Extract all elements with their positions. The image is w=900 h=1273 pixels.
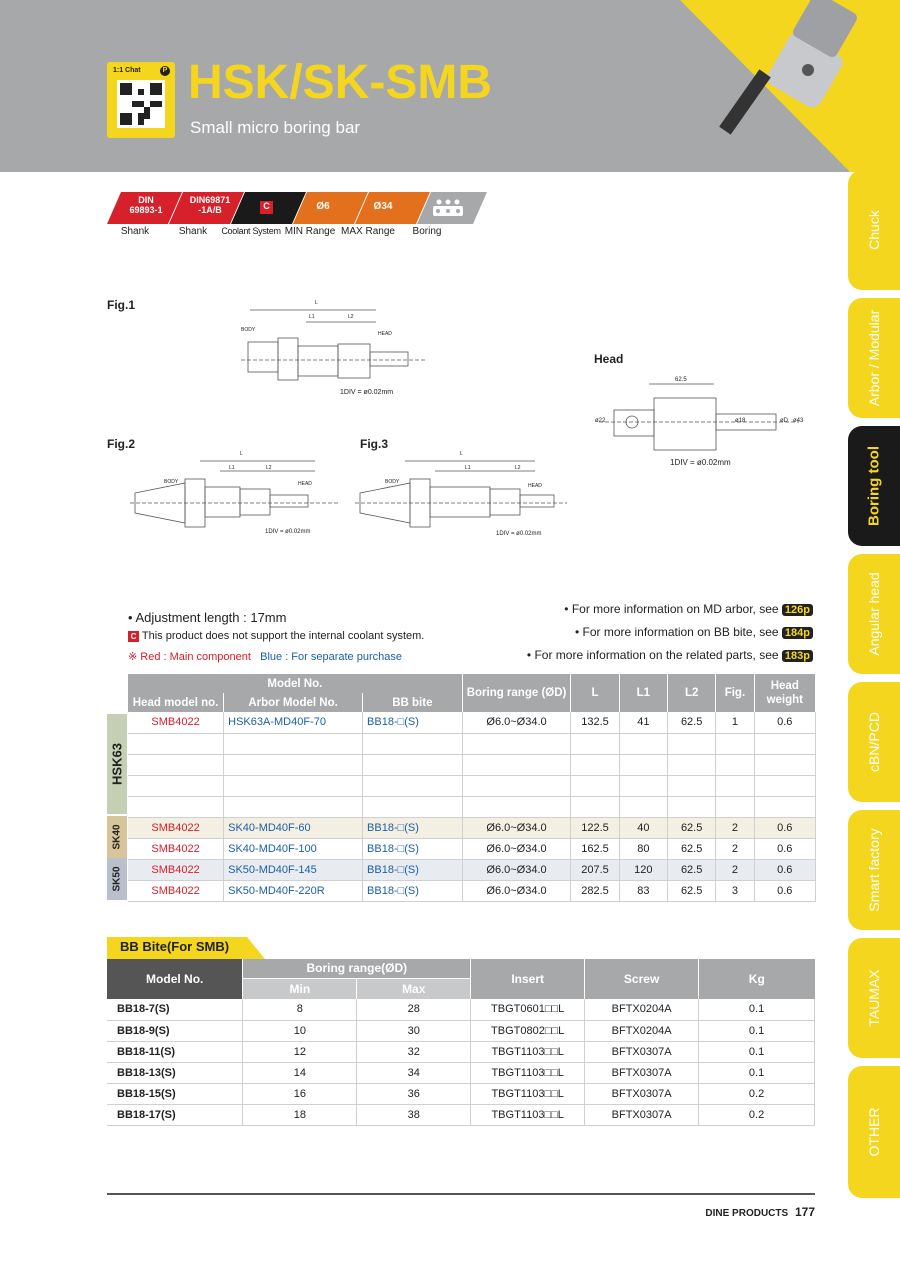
l-cell: 122.5 bbox=[571, 817, 619, 838]
bb-insert-cell: TBGT0601□□L bbox=[471, 999, 585, 1020]
weight-cell: 0.6 bbox=[754, 880, 815, 901]
bb-min-cell: 14 bbox=[243, 1062, 357, 1083]
ref-md-arbor-text: • For more information on MD arbor, see bbox=[564, 602, 779, 616]
tab-label: Arbor / Modular bbox=[866, 309, 882, 407]
bb-min-cell: 18 bbox=[243, 1104, 357, 1125]
tab-arbor-modular[interactable] bbox=[848, 298, 900, 418]
group-sk50-label: SK50 bbox=[111, 866, 123, 892]
l2-cell: 62.5 bbox=[668, 859, 716, 880]
range-cell: Ø6.0~Ø34.0 bbox=[462, 859, 571, 880]
fig-cell: 3 bbox=[716, 880, 754, 901]
tab-label: OTHER bbox=[866, 1107, 882, 1157]
fig3-body-label: BODY bbox=[385, 479, 400, 485]
table-row bbox=[107, 1041, 815, 1062]
col-boring-range: Boring range (ØD) bbox=[462, 674, 571, 712]
arbor-model-cell: HSK63A-MD40F-70 bbox=[224, 712, 363, 733]
fig3-dim-l: L bbox=[460, 451, 463, 457]
weight-cell: 0.6 bbox=[754, 838, 815, 859]
spec-din-69871-text: DIN69871 -1A/B bbox=[189, 195, 231, 215]
empty-cell bbox=[668, 754, 716, 775]
tab-label: Boring tool bbox=[865, 446, 883, 526]
bb-max-cell: 30 bbox=[357, 1020, 471, 1041]
qr-label: 1:1 Chat bbox=[113, 67, 141, 74]
head-model-cell: SMB4022 bbox=[128, 817, 224, 838]
fig1-div-note: 1DIV = ø0.02mm bbox=[340, 389, 394, 396]
range-cell: Ø6.0~Ø34.0 bbox=[462, 880, 571, 901]
bb-kg-cell: 0.2 bbox=[699, 1083, 815, 1104]
l2-cell: 62.5 bbox=[668, 838, 716, 859]
spec-label-shank: Shank bbox=[120, 226, 150, 237]
spec-label-max: MAX Range bbox=[341, 226, 395, 237]
footer bbox=[705, 1205, 815, 1219]
bb-max-cell: 36 bbox=[357, 1083, 471, 1104]
fig2-dim-l1: L1 bbox=[229, 465, 235, 471]
empty-cell bbox=[224, 733, 363, 754]
legend-red: ※ Red : Main component bbox=[128, 651, 251, 663]
fig1-label: Fig.1 bbox=[107, 298, 136, 312]
arbor-model-cell: SK50-MD40F-220R bbox=[224, 880, 363, 901]
empty-cell bbox=[363, 775, 463, 796]
bb-bite-cell: BB18-□(S) bbox=[363, 817, 463, 838]
bb-insert-cell: TBGT0802□□L bbox=[471, 1020, 585, 1041]
empty-cell bbox=[668, 796, 716, 817]
table-row bbox=[128, 733, 816, 754]
arbor-model-cell: SK40-MD40F-60 bbox=[224, 817, 363, 838]
table-row bbox=[128, 880, 816, 901]
group-sk50 bbox=[107, 858, 127, 900]
fig1-dim-l2: L2 bbox=[348, 314, 354, 320]
l-cell: 207.5 bbox=[571, 859, 619, 880]
tab-other[interactable] bbox=[848, 1066, 900, 1198]
fig2-body-label: BODY bbox=[164, 479, 179, 485]
head-dim-dd: øD bbox=[780, 418, 788, 424]
group-hsk63-label: HSK63 bbox=[109, 743, 125, 785]
ref-md-arbor bbox=[564, 602, 813, 616]
empty-cell bbox=[224, 754, 363, 775]
range-cell: Ø6.0~Ø34.0 bbox=[462, 817, 571, 838]
l-cell: 132.5 bbox=[571, 712, 619, 733]
empty-cell bbox=[754, 754, 815, 775]
head-dim-625: 62.5 bbox=[675, 377, 687, 383]
bb-max-cell: 28 bbox=[357, 999, 471, 1020]
bb-model-cell: BB18-13(S) bbox=[107, 1062, 243, 1083]
bb-kg-cell: 0.1 bbox=[699, 1062, 815, 1083]
empty-cell bbox=[619, 796, 667, 817]
legend-note bbox=[128, 650, 402, 663]
fig3-head-label: HEAD bbox=[528, 483, 542, 489]
fig3-dim-l2: L2 bbox=[515, 465, 521, 471]
empty-cell bbox=[363, 796, 463, 817]
tab-cbn-pcd[interactable] bbox=[848, 682, 900, 802]
ref-related-parts bbox=[527, 648, 813, 662]
qr-chat-box[interactable] bbox=[107, 62, 175, 138]
chat-icon: P bbox=[160, 66, 170, 76]
bb-kg-cell: 0.1 bbox=[699, 999, 815, 1020]
spec-max-text: Ø34 bbox=[373, 201, 393, 212]
tab-label: TAUMAX bbox=[866, 969, 882, 1027]
l1-cell: 41 bbox=[619, 712, 667, 733]
empty-cell bbox=[754, 796, 815, 817]
tab-label: Smart factory bbox=[866, 828, 882, 912]
table-row bbox=[107, 999, 815, 1020]
l1-cell: 40 bbox=[619, 817, 667, 838]
ref-related-parts-text: • For more information on the related parts, see bbox=[526, 648, 779, 662]
empty-cell bbox=[571, 754, 619, 775]
empty-cell bbox=[716, 796, 754, 817]
ref-bb-bite-text: • For more information on BB bite, see bbox=[574, 625, 779, 639]
spec-coolant-text: C bbox=[263, 201, 270, 211]
empty-cell bbox=[224, 796, 363, 817]
l1-cell: 120 bbox=[619, 859, 667, 880]
head-dim-d22: ø22 bbox=[595, 418, 606, 424]
spec-din-69893-text: DIN 69893-1 bbox=[129, 195, 163, 215]
head-dim-d18: ø18 bbox=[735, 418, 746, 424]
bb-bite-cell: BB18-□(S) bbox=[363, 838, 463, 859]
bb-model-cell: BB18-9(S) bbox=[107, 1020, 243, 1041]
spec-label-min: MIN Range bbox=[284, 226, 336, 237]
footer-divider bbox=[107, 1193, 815, 1195]
fig1-body-label: BODY bbox=[241, 327, 256, 333]
weight-cell: 0.6 bbox=[754, 859, 815, 880]
l-cell: 162.5 bbox=[571, 838, 619, 859]
col-l1: L1 bbox=[619, 674, 667, 712]
bb-kg-cell: 0.2 bbox=[699, 1104, 815, 1125]
empty-cell bbox=[462, 775, 571, 796]
bb-col-model: Model No. bbox=[107, 959, 243, 999]
head-model-cell: SMB4022 bbox=[128, 838, 224, 859]
tab-angular-head[interactable] bbox=[848, 554, 900, 674]
weight-cell: 0.6 bbox=[754, 817, 815, 838]
table-row bbox=[128, 817, 816, 838]
bb-max-cell: 32 bbox=[357, 1041, 471, 1062]
coolant-note bbox=[128, 630, 424, 642]
table-row bbox=[128, 712, 816, 733]
bb-bite-table bbox=[107, 959, 815, 1126]
bb-screw-cell: BFTX0204A bbox=[585, 999, 699, 1020]
range-cell: Ø6.0~Ø34.0 bbox=[462, 838, 571, 859]
bb-screw-cell: BFTX0307A bbox=[585, 1041, 699, 1062]
bb-max-cell: 38 bbox=[357, 1104, 471, 1125]
table-row bbox=[107, 1083, 815, 1104]
bb-min-cell: 10 bbox=[243, 1020, 357, 1041]
adjustment-note: • Adjustment length : 17mm bbox=[128, 610, 287, 625]
bb-col-screw: Screw bbox=[585, 959, 699, 999]
empty-cell bbox=[619, 775, 667, 796]
head-drawing bbox=[594, 374, 809, 464]
tab-boring-tool[interactable] bbox=[848, 426, 900, 546]
l1-cell: 80 bbox=[619, 838, 667, 859]
empty-cell bbox=[716, 775, 754, 796]
model-no-header: Model No. bbox=[128, 674, 462, 693]
empty-cell bbox=[128, 796, 224, 817]
bb-insert-cell: TBGT1103□□L bbox=[471, 1104, 585, 1125]
head-model-cell: SMB4022 bbox=[128, 859, 224, 880]
empty-cell bbox=[363, 733, 463, 754]
fig2-div-note: 1DIV = ø0.02mm bbox=[265, 529, 311, 535]
page-title: HSK/SK-SMB bbox=[188, 56, 493, 109]
main-table bbox=[128, 674, 816, 902]
boring-icon bbox=[433, 200, 463, 217]
group-sk40 bbox=[107, 816, 127, 858]
bb-bite-cell: BB18-□(S) bbox=[363, 880, 463, 901]
empty-cell bbox=[668, 733, 716, 754]
fig1-dim-l1: L1 bbox=[309, 314, 315, 320]
fig2-head-label: HEAD bbox=[298, 481, 312, 487]
bb-bite-cell: BB18-□(S) bbox=[363, 859, 463, 880]
fig-cell: 1 bbox=[716, 712, 754, 733]
group-hsk63 bbox=[107, 714, 127, 814]
l-cell: 282.5 bbox=[571, 880, 619, 901]
legend-blue: Blue : For separate purchase bbox=[260, 651, 402, 663]
bb-model-cell: BB18-15(S) bbox=[107, 1083, 243, 1104]
fig2-dim-l2: L2 bbox=[266, 465, 272, 471]
fig3-drawing bbox=[355, 455, 570, 540]
fig3-div-note: 1DIV = ø0.02mm bbox=[496, 531, 542, 537]
table-row bbox=[128, 754, 816, 775]
empty-cell bbox=[571, 796, 619, 817]
tab-label: cBN/PCD bbox=[866, 712, 882, 772]
bb-table-title: BB Bite(For SMB) bbox=[120, 939, 230, 954]
empty-cell bbox=[462, 754, 571, 775]
fig-cell: 2 bbox=[716, 817, 754, 838]
l2-cell: 62.5 bbox=[668, 712, 716, 733]
tab-label: Chuck bbox=[866, 210, 882, 250]
fig1-dim-l: L bbox=[315, 300, 318, 306]
tab-chuck[interactable] bbox=[848, 170, 900, 290]
page-subtitle: Small micro boring bar bbox=[190, 118, 361, 137]
coolant-c-icon: C bbox=[128, 631, 139, 642]
bb-col-max: Max bbox=[357, 978, 471, 999]
col-arbor-model: Arbor Model No. bbox=[224, 693, 363, 712]
fig2-label: Fig.2 bbox=[107, 437, 136, 451]
bb-min-cell: 8 bbox=[243, 999, 357, 1020]
qr-code-icon bbox=[117, 80, 165, 128]
empty-cell bbox=[668, 775, 716, 796]
empty-cell bbox=[571, 733, 619, 754]
table-row bbox=[128, 838, 816, 859]
group-sk40-label: SK40 bbox=[111, 824, 123, 850]
header-accent bbox=[680, 0, 900, 172]
tab-label: Angular head bbox=[866, 572, 882, 656]
bb-screw-cell: BFTX0307A bbox=[585, 1104, 699, 1125]
col-head-model: Head model no. bbox=[128, 693, 224, 712]
l2-cell: 62.5 bbox=[668, 817, 716, 838]
footer-brand: DINE PRODUCTS bbox=[705, 1208, 789, 1219]
bb-screw-cell: BFTX0204A bbox=[585, 1020, 699, 1041]
head-div-note: 1DIV = ø0.02mm bbox=[670, 458, 731, 467]
ref-bb-bite-page[interactable]: 184p bbox=[782, 627, 813, 639]
col-fig: Fig. bbox=[716, 674, 754, 712]
ref-bb-bite bbox=[575, 625, 813, 639]
empty-cell bbox=[224, 775, 363, 796]
head-model-cell: SMB4022 bbox=[128, 880, 224, 901]
head-dim-d43: ø43 bbox=[793, 418, 804, 424]
fig2-dim-l: L bbox=[240, 451, 243, 457]
empty-cell bbox=[462, 733, 571, 754]
empty-cell bbox=[128, 754, 224, 775]
bb-model-cell: BB18-11(S) bbox=[107, 1041, 243, 1062]
head-model-cell: SMB4022 bbox=[128, 712, 224, 733]
bb-bite-cell: BB18-□(S) bbox=[363, 712, 463, 733]
tab-smart-factory[interactable] bbox=[848, 810, 900, 930]
bb-col-insert: Insert bbox=[471, 959, 585, 999]
fig1-drawing bbox=[236, 300, 446, 400]
col-bb-bite: BB bite bbox=[363, 693, 463, 712]
bb-col-min: Min bbox=[243, 978, 357, 999]
empty-cell bbox=[571, 775, 619, 796]
bb-min-cell: 16 bbox=[243, 1083, 357, 1104]
bb-insert-cell: TBGT1103□□L bbox=[471, 1041, 585, 1062]
empty-cell bbox=[716, 733, 754, 754]
fig3-label: Fig.3 bbox=[360, 437, 389, 451]
ref-related-parts-page[interactable]: 183p bbox=[782, 650, 813, 662]
bb-kg-cell: 0.1 bbox=[699, 1041, 815, 1062]
table-row bbox=[128, 775, 816, 796]
bb-insert-cell: TBGT1103□□L bbox=[471, 1062, 585, 1083]
fig1-head-label: HEAD bbox=[378, 331, 392, 337]
page-number: 177 bbox=[794, 1205, 815, 1219]
ref-md-arbor-page[interactable]: 126p bbox=[782, 604, 813, 616]
spec-label-coolant: Coolant System bbox=[221, 226, 281, 236]
spec-label-boring: Boring bbox=[412, 226, 442, 237]
table-row bbox=[128, 859, 816, 880]
table-row bbox=[107, 1104, 815, 1125]
tab-taumax[interactable] bbox=[848, 938, 900, 1058]
table-row bbox=[107, 1020, 815, 1041]
spec-min-text: Ø6 bbox=[316, 201, 330, 212]
empty-cell bbox=[754, 775, 815, 796]
empty-cell bbox=[754, 733, 815, 754]
fig-cell: 2 bbox=[716, 859, 754, 880]
fig-cell: 2 bbox=[716, 838, 754, 859]
bb-insert-cell: TBGT1103□□L bbox=[471, 1083, 585, 1104]
arbor-model-cell: SK50-MD40F-145 bbox=[224, 859, 363, 880]
arbor-model-cell: SK40-MD40F-100 bbox=[224, 838, 363, 859]
empty-cell bbox=[716, 754, 754, 775]
empty-cell bbox=[128, 733, 224, 754]
empty-cell bbox=[363, 754, 463, 775]
fig2-drawing bbox=[130, 455, 355, 540]
spec-label-shank: Shank bbox=[178, 226, 208, 237]
bb-screw-cell: BFTX0307A bbox=[585, 1062, 699, 1083]
fig3-dim-l1: L1 bbox=[465, 465, 471, 471]
coolant-note-text: This product does not support the internal coolant system. bbox=[141, 630, 425, 642]
bb-model-cell: BB18-7(S) bbox=[107, 999, 243, 1020]
range-cell: Ø6.0~Ø34.0 bbox=[462, 712, 571, 733]
col-head-weight: Head weight bbox=[754, 674, 815, 712]
l2-cell: 62.5 bbox=[668, 880, 716, 901]
weight-cell: 0.6 bbox=[754, 712, 815, 733]
col-l: L bbox=[571, 674, 619, 712]
empty-cell bbox=[128, 775, 224, 796]
empty-cell bbox=[619, 733, 667, 754]
bb-kg-cell: 0.1 bbox=[699, 1020, 815, 1041]
bb-model-cell: BB18-17(S) bbox=[107, 1104, 243, 1125]
bb-min-cell: 12 bbox=[243, 1041, 357, 1062]
bb-max-cell: 34 bbox=[357, 1062, 471, 1083]
table-row bbox=[128, 796, 816, 817]
table-row bbox=[107, 1062, 815, 1083]
empty-cell bbox=[619, 754, 667, 775]
head-label: Head bbox=[594, 352, 624, 366]
bb-col-range: Boring range(ØD) bbox=[243, 959, 471, 978]
bb-screw-cell: BFTX0307A bbox=[585, 1083, 699, 1104]
bb-col-kg: Kg bbox=[699, 959, 815, 999]
col-l2: L2 bbox=[668, 674, 716, 712]
empty-cell bbox=[462, 796, 571, 817]
l1-cell: 83 bbox=[619, 880, 667, 901]
